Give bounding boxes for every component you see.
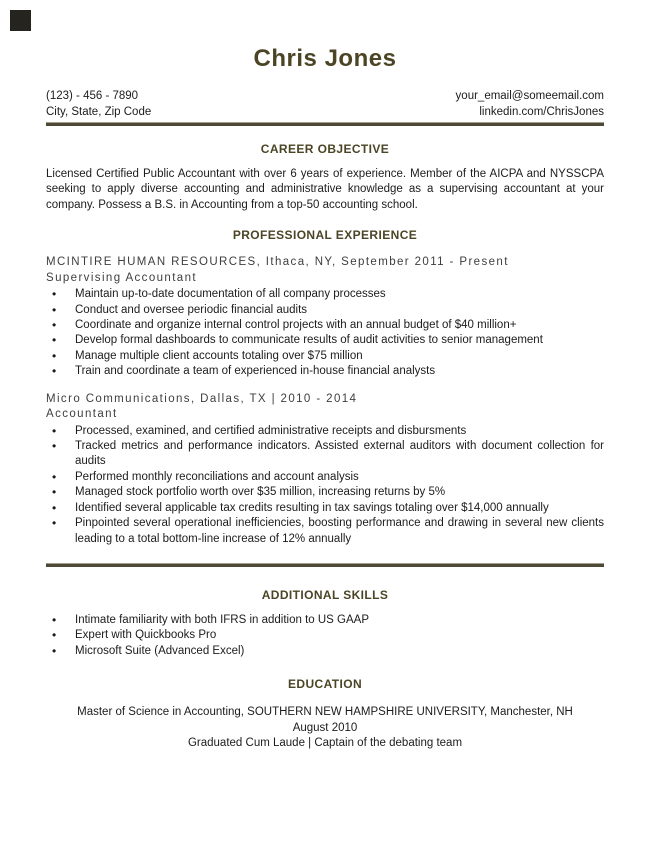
bullet-item: • Expert with Quickbooks Pro	[46, 628, 604, 643]
company-line: MCINTIRE HUMAN RESOURCES, Ithaca, NY, September 2011 - Present	[46, 256, 509, 269]
contact-right	[456, 89, 604, 120]
bullet-item: • Intimate familiarity with both IFRS in addition to US GAAP	[46, 613, 604, 628]
heading-career-objective: CAREER OBJECTIVE	[260, 142, 390, 156]
heading-education: EDUCATION	[287, 677, 363, 692]
skills-divider	[46, 563, 604, 567]
education-block	[46, 705, 604, 751]
job-block-1	[46, 255, 604, 379]
job-bullet-list-2	[46, 424, 604, 547]
career-objective-text: Licensed Certified Public Accountant with over 6 years of experience. Member of the AICPA and NYSSCPA seeking to apply diverse accounting and administrative knowledge as a supervising accountant at your company. Possess a B.S. in Accounting from a top-50 accounting school.	[46, 168, 604, 211]
contact-left	[46, 89, 151, 120]
job-title: Accountant	[46, 408, 118, 421]
page-corner-marker	[10, 10, 31, 31]
bullet-item: • Processed, examined, and certified administrative receipts and disbursments	[46, 424, 604, 439]
linkedin: linkedin.com/ChrisJones	[479, 105, 604, 118]
education-degree-line: Master of Science in Accounting, SOUTHERN NEW HAMPSHIRE UNIVERSITY, Manchester, NH	[77, 706, 573, 719]
heading-additional-skills: ADDITIONAL SKILLS	[261, 587, 389, 602]
bullet-item: • Conduct and oversee periodic financial audits	[46, 303, 604, 318]
bullet-item: • Performed monthly reconciliations and account analysis	[46, 470, 604, 485]
bullet-item: • Develop formal dashboards to communicate results of audit activities to senior management	[46, 333, 604, 348]
bullet-item: • Tracked metrics and performance indicators. Assisted external auditors with document collection for audits	[46, 439, 604, 470]
header-divider	[46, 122, 604, 126]
bullet-item: • Coordinate and organize internal control projects with an annual budget of $40 million+	[46, 318, 604, 333]
bullet-item: • Identified several applicable tax credits resulting in tax savings totaling over $14,000 annually	[46, 501, 604, 516]
company-line: Micro Communications, Dallas, TX | 2010 - 2014	[46, 392, 358, 405]
bullet-item: • Managed stock portfolio worth over $35 million, increasing returns by 5%	[46, 485, 604, 500]
email: your_email@someemail.com	[455, 90, 604, 102]
bullet-item: • Pinpointed several operational inefficiencies, boosting performance and drawing in several new clients leading to a total bottom-line increase of 12% annually	[46, 516, 604, 547]
address: City, State, Zip Code	[46, 105, 152, 118]
job-header-2	[46, 392, 604, 423]
education-honors-line: Graduated Cum Laude | Captain of the debating team	[187, 736, 463, 749]
bullet-item: • Microsoft Suite (Advanced Excel)	[46, 644, 604, 659]
bullet-item: • Train and coordinate a team of experienced in-house financial analysts	[46, 364, 604, 379]
name-title: Chris Jones	[253, 45, 397, 72]
job-block-2	[46, 392, 604, 547]
bullet-item: • Manage multiple client accounts totaling over $75 million	[46, 349, 604, 364]
phone-number: (123) - 456 - 7890	[46, 90, 139, 102]
job-header-1	[46, 255, 604, 286]
contact-block	[46, 89, 604, 120]
job-bullet-list-1	[46, 287, 604, 379]
education-date-line: August 2010	[292, 721, 358, 734]
heading-professional-experience: PROFESSIONAL EXPERIENCE	[232, 228, 418, 243]
job-title: Supervising Accountant	[46, 271, 197, 284]
skills-list	[46, 613, 604, 659]
bullet-item: • Maintain up-to-date documentation of all company processes	[46, 287, 604, 302]
